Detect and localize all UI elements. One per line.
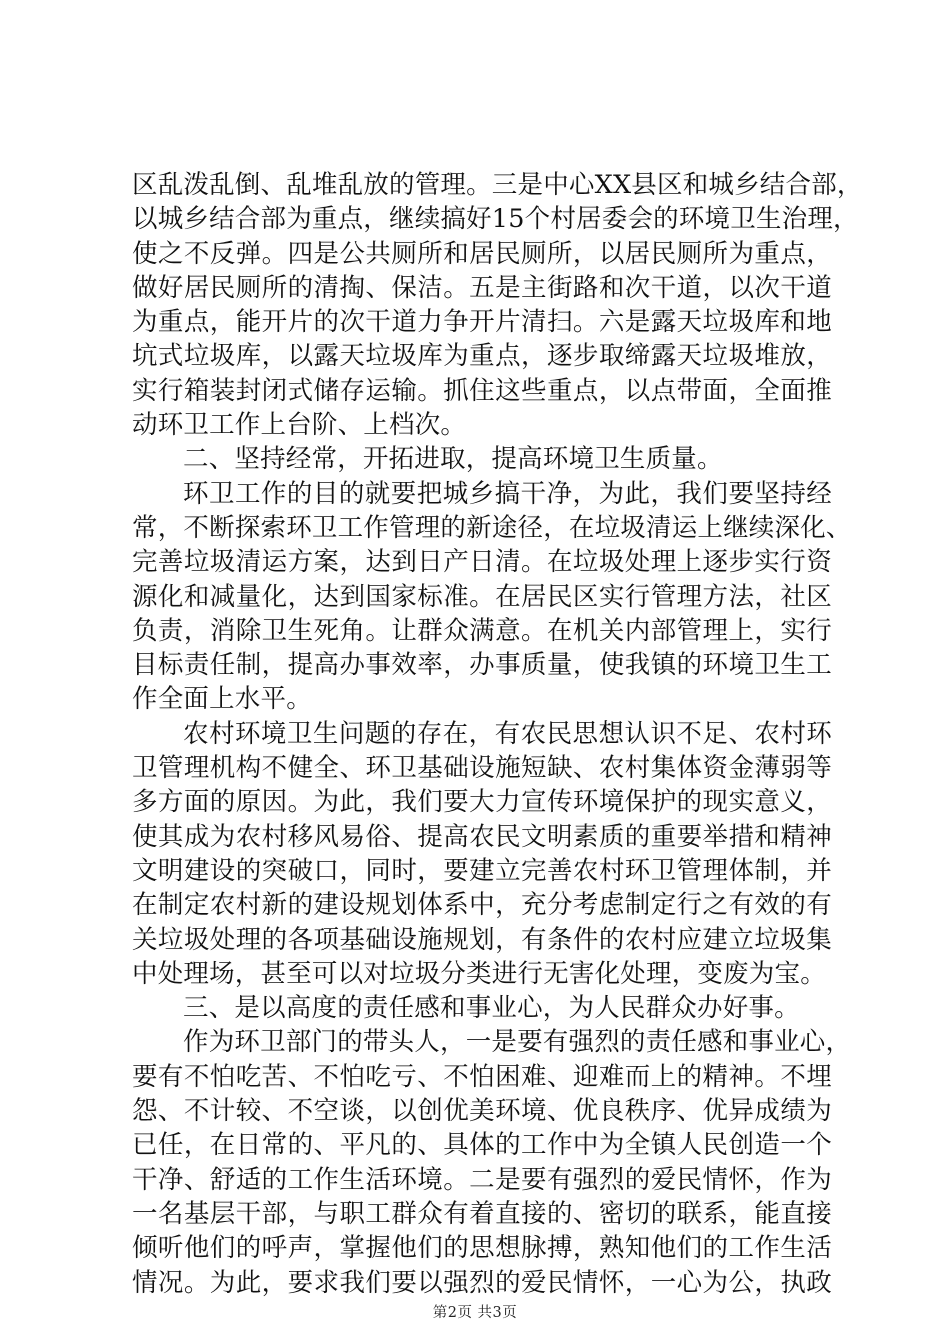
section-heading: 二、坚持经常，开拓进取，提高环境卫生质量。 <box>183 444 723 475</box>
text-line: 动环卫工作上台阶、上档次。 <box>132 410 467 441</box>
text-line: 文明建设的突破口，同时，要建立完善农村环卫管理体制，并 <box>132 855 832 886</box>
text-line: 农村环境卫生问题的存在，有农民思想认识不足、农村环 <box>183 718 832 749</box>
text-line: 环卫工作的目的就要把城乡搞干净，为此，我们要坚持经 <box>183 478 832 509</box>
text-line: 怨、不计较、不空谈，以创优美环境、优良秩序、优异成绩为 <box>132 1096 832 1127</box>
text-line: 在制定农村新的建设规划体系中，充分考虑制定行之有效的有 <box>132 890 832 921</box>
text-line: 完善垃圾清运方案，达到日产日清。在垃圾处理上逐步实行资 <box>132 547 832 578</box>
text-line: 要有不怕吃苦、不怕吃亏、不怕困难、迎难而上的精神。不埋 <box>132 1061 832 1092</box>
section-heading: 三、是以高度的责任感和事业心，为人民群众办好事。 <box>183 993 800 1024</box>
text-line: 使之不反弹。四是公共厕所和居民厕所，以居民厕所为重点， <box>132 238 832 269</box>
text-line: 情况。为此，要求我们要以强烈的爱民情怀，一心为公，执政 <box>132 1267 832 1298</box>
text-line: 为重点，能开片的次干道力争开片清扫。六是露天垃圾库和地 <box>132 307 832 338</box>
text-line: 做好居民厕所的清掏、保洁。五是主街路和次干道，以次干道 <box>132 272 832 303</box>
text-line: 实行箱装封闭式储存运输。抓住这些重点，以点带面，全面推 <box>132 375 832 406</box>
text-line: 干净、舒适的工作生活环境。二是要有强烈的爱民情怀，作为 <box>132 1164 832 1195</box>
text-line: 一名基层干部，与职工群众有着直接的、密切的联系，能直接 <box>132 1198 832 1229</box>
text-line: 坑式垃圾库，以露天垃圾库为重点，逐步取缔露天垃圾堆放， <box>132 341 832 372</box>
text-line: 使其成为农村移风易俗、提高农民文明素质的重要举措和精神 <box>132 821 832 852</box>
text-line: 卫管理机构不健全、环卫基础设施短缺、农村集体资金薄弱等 <box>132 753 832 784</box>
document-body <box>132 168 863 1300</box>
text-line: 负责，消除卫生死角。让群众满意。在机关内部管理上，实行 <box>132 615 832 646</box>
text-line: 关垃圾处理的各项基础设施规划，有条件的农村应建立垃圾集 <box>132 924 832 955</box>
text-line: 已任，在日常的、平凡的、具体的工作中为全镇人民创造一个 <box>132 1130 832 1161</box>
text-line: 作全面上水平。 <box>132 684 312 715</box>
text-line: 目标责任制，提高办事效率，办事质量，使我镇的环境卫生工 <box>132 650 832 681</box>
text-line: 中处理场，甚至可以对垃圾分类进行无害化处理，变废为宝。 <box>132 958 826 989</box>
text-line: 以城乡结合部为重点，继续搞好15个村居委会的环境卫生治理， <box>132 204 859 235</box>
text-line: 作为环卫部门的带头人，一是要有强烈的责任感和事业心， <box>183 1027 852 1058</box>
text-line: 常，不断探索环卫工作管理的新途径，在垃圾清运上继续深化、 <box>132 512 852 543</box>
text-line: 多方面的原因。为此，我们要大力宣传环境保护的现实意义， <box>132 787 832 818</box>
page-number-footer: 第2页 共3页 <box>432 1305 518 1321</box>
text-line: 倾听他们的呼声，掌握他们的思想脉搏，熟知他们的工作生活 <box>132 1233 832 1264</box>
text-line: 源化和减量化，达到国家标准。在居民区实行管理方法，社区 <box>132 581 832 612</box>
text-line: 区乱泼乱倒、乱堆乱放的管理。三是中心XX县区和城乡结合部， <box>132 170 863 200</box>
